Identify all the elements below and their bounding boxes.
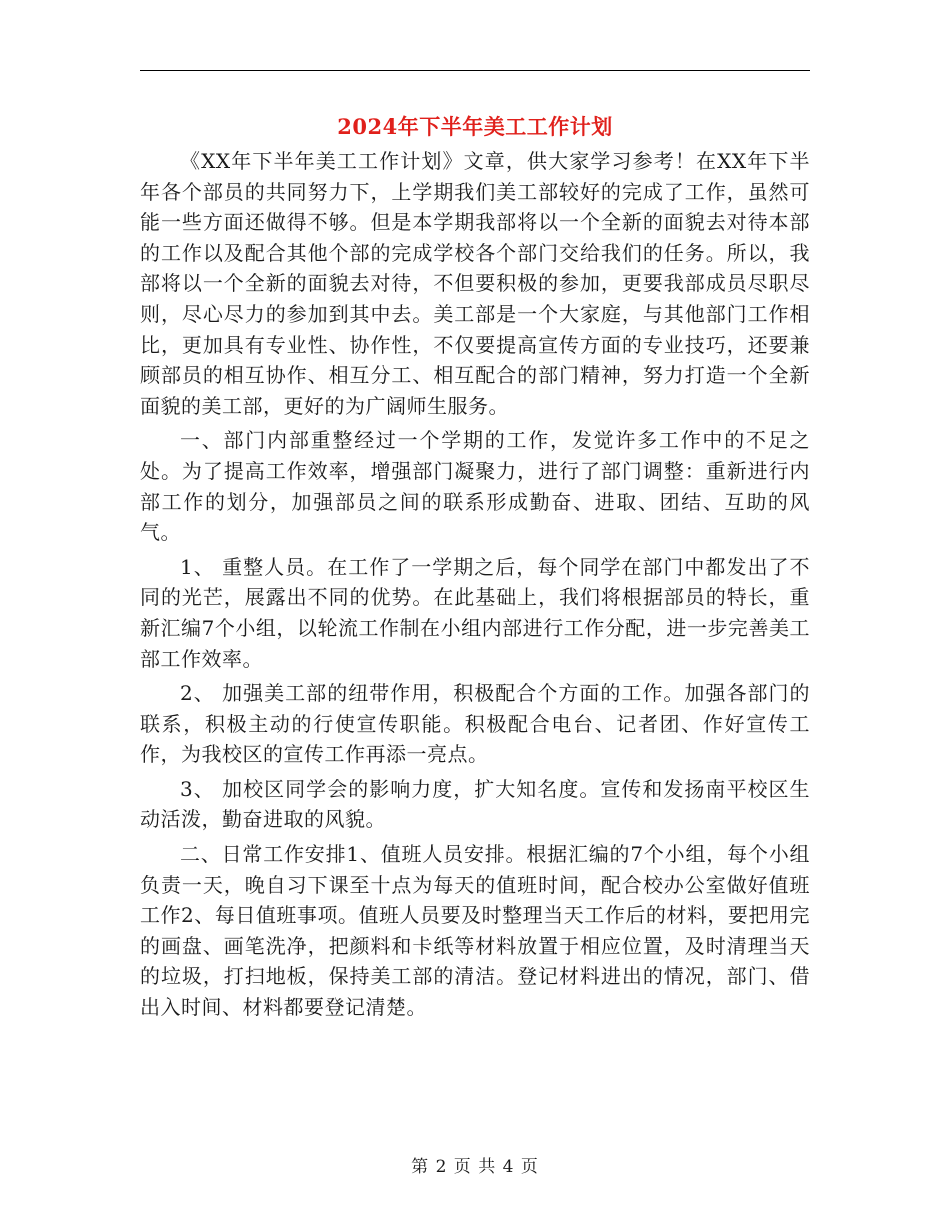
section-two-paragraph: 二、日常工作安排1、值班人员安排。根据汇编的7个小组，每个小组负责一天，晚自习下课至十点为每天的值班时间，配合校办公室做好值班工作2、每日值班事项。值班人员要及时整理当天工作后的材料，要把用完的画盘、画笔洗净，把颜料和卡纸等材料放置于相应位置，及时清理当天的垃圾，打扫地板，保持美工部的清洁。登记材料进出的情况，部门、借出入时间、材料都要登记清楚。 xyxy=(140,842,810,1020)
item-one-paragraph: 1、 重整人员。在工作了一学期之后，每个同学在部门中都发出了不同的光芒，展露出不同的优势。在此基础上，我们将根据部员的特长，重新汇编7个小组，以轮流工作制在小组内部进行工作分配，进一步完善美工部工作效率。 xyxy=(140,554,810,671)
page-number-footer: 第 2 页 共 4 页 xyxy=(411,1157,539,1177)
section-one-paragraph: 一、部门内部重整经过一个学期的工作，发觉许多工作中的不足之处。为了提高工作效率，增强部门凝聚力，进行了部门调整：重新进行内部工作的划分，加强部员之间的联系形成勤奋、进取、团结、互助的风气。 xyxy=(140,428,810,545)
item-three-paragraph: 3、 加校区同学会的影响力度，扩大知名度。宣传和发扬南平校区生动活泼，勤奋进取的风貌。 xyxy=(140,776,810,832)
document-body xyxy=(140,146,810,1027)
header-rule xyxy=(140,70,810,71)
item-two-paragraph: 2、 加强美工部的纽带作用，积极配合个方面的工作。加强各部门的联系，积极主动的行使宣传职能。积极配合电台、记者团、作好宣传工作，为我校区的宣传工作再添一亮点。 xyxy=(140,681,810,767)
intro-paragraph: 《XX年下半年美工工作计划》文章，供大家学习参考！在XX年下半年各个部员的共同努力下，上学期我们美工部较好的完成了工作，虽然可能一些方面还做得不够。但是本学期我部将以一个全新的面貌去对待本部的工作以及配合其他个部的完成学校各个部门交给我们的任务。所以，我部将以一个全新的面貌去对待，不但要积极的参加，更要我部成员尽职尽则，尽心尽力的参加到其中去。美工部是一个大家庭，与其他部门工作相比，更加具有专业性、协作性，不仅要提高宣传方面的专业技巧，还要兼顾部员的相互协作、相互分工、相互配合的部门精神，努力打造一个全新面貌的美工部，更好的为广阔师生服务。 xyxy=(140,149,810,418)
document-title: 2024年下半年美工工作计划 xyxy=(337,114,613,139)
